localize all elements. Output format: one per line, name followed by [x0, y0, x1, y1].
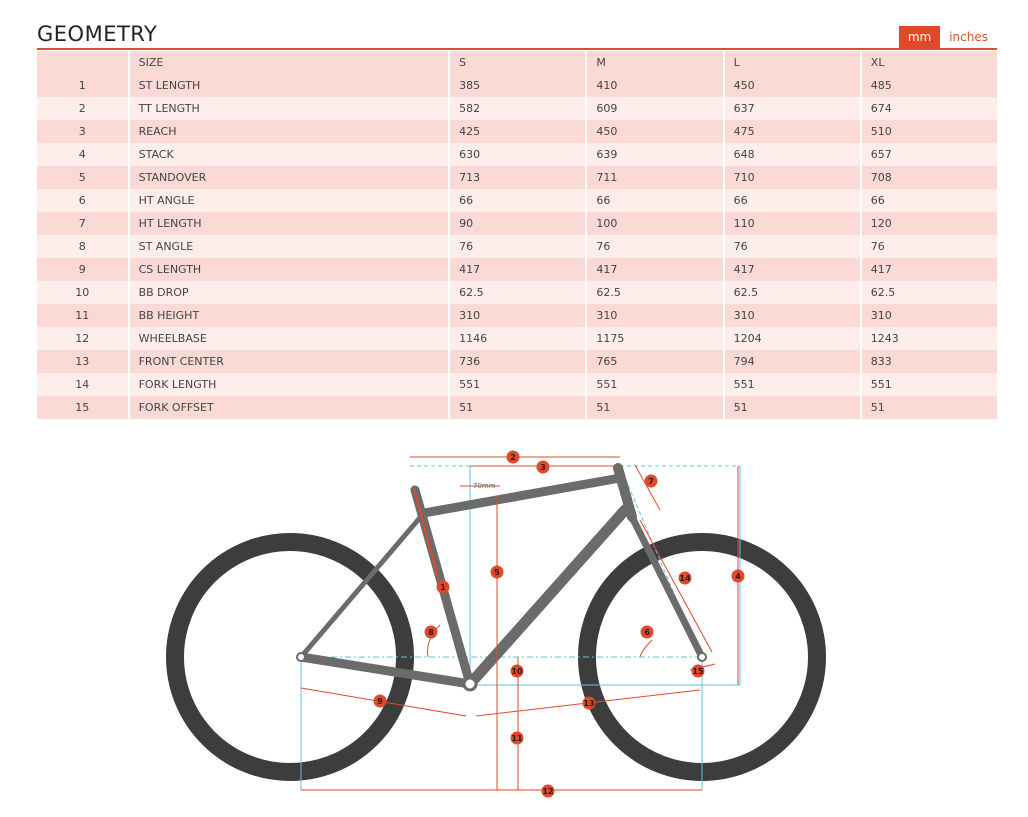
cell-size-l: 310 — [724, 304, 861, 327]
cell-label: WHEELBASE — [129, 327, 450, 350]
dimension-badge-5 — [491, 566, 504, 579]
cell-size-xl: 120 — [861, 212, 997, 235]
cell-index: 11 — [37, 304, 129, 327]
cell-size-l: 475 — [724, 120, 861, 143]
cell-size-xl: 66 — [861, 189, 997, 212]
dimension-badge-14 — [679, 572, 692, 585]
badge-number: 2 — [510, 453, 516, 462]
cell-size-xl: 310 — [861, 304, 997, 327]
cell-size-xl: 551 — [861, 373, 997, 396]
geometry-header — [37, 22, 997, 50]
cell-size-m: 51 — [586, 396, 723, 419]
dimension-badge-7 — [645, 475, 658, 488]
badge-number: 1 — [440, 583, 446, 592]
cell-index: 10 — [37, 281, 129, 304]
cell-size-s: 66 — [449, 189, 586, 212]
dimension-badge-2 — [507, 451, 520, 464]
table-row — [37, 143, 997, 166]
table-row — [37, 396, 997, 419]
cell-size-m: 417 — [586, 258, 723, 281]
badge-number: 8 — [428, 628, 434, 637]
bike-geometry-diagram — [0, 430, 1028, 817]
cell-size-l: 1204 — [724, 327, 861, 350]
cell-size-s: 76 — [449, 235, 586, 258]
top-tube — [424, 478, 620, 513]
cell-index: 2 — [37, 97, 129, 120]
column-header-xl: XL — [861, 51, 997, 74]
cell-size-xl: 51 — [861, 396, 997, 419]
dimension-badge-12 — [542, 785, 555, 798]
dimension-badge-10 — [511, 665, 524, 678]
cell-index: 8 — [37, 235, 129, 258]
dimension-70mm-label: 70mm — [473, 482, 496, 490]
cell-size-l: 51 — [724, 396, 861, 419]
cell-size-xl: 833 — [861, 350, 997, 373]
cell-size-l: 417 — [724, 258, 861, 281]
cell-size-m: 639 — [586, 143, 723, 166]
cell-size-m: 609 — [586, 97, 723, 120]
cell-size-s: 736 — [449, 350, 586, 373]
unit-toggle — [899, 26, 997, 48]
cell-size-l: 648 — [724, 143, 861, 166]
cell-size-xl: 657 — [861, 143, 997, 166]
cell-size-l: 637 — [724, 97, 861, 120]
cell-label: HT ANGLE — [129, 189, 450, 212]
table-row — [37, 327, 997, 350]
badge-number: 3 — [540, 463, 546, 472]
cell-label: STACK — [129, 143, 450, 166]
dimension-badge-11 — [511, 732, 524, 745]
badge-number: 7 — [648, 477, 654, 486]
cell-label: ST LENGTH — [129, 74, 450, 97]
cell-size-s: 425 — [449, 120, 586, 143]
cell-size-s: 51 — [449, 396, 586, 419]
dimension-badge-9 — [374, 695, 387, 708]
cell-index: 5 — [37, 166, 129, 189]
cell-label: HT LENGTH — [129, 212, 450, 235]
cell-size-xl: 417 — [861, 258, 997, 281]
cell-index: 4 — [37, 143, 129, 166]
cell-label: FRONT CENTER — [129, 350, 450, 373]
table-row — [37, 281, 997, 304]
cell-size-l: 794 — [724, 350, 861, 373]
unit-inches-button[interactable]: inches — [949, 30, 988, 44]
rear-axle — [297, 653, 305, 661]
dimension-badge-15 — [692, 665, 705, 678]
cell-size-s: 1146 — [449, 327, 586, 350]
dimension-badge-8 — [425, 626, 438, 639]
cell-label: TT LENGTH — [129, 97, 450, 120]
seat-tube-highlight — [414, 488, 438, 578]
cell-size-m: 310 — [586, 304, 723, 327]
cell-label: FORK OFFSET — [129, 396, 450, 419]
badge-number: 10 — [511, 667, 523, 676]
cell-label: STANDOVER — [129, 166, 450, 189]
table-header-row — [37, 51, 997, 74]
cell-size-s: 417 — [449, 258, 586, 281]
cell-size-xl: 510 — [861, 120, 997, 143]
table-row — [37, 350, 997, 373]
table-row — [37, 189, 997, 212]
cell-size-l: 110 — [724, 212, 861, 235]
cell-size-s: 385 — [449, 74, 586, 97]
cell-size-l: 66 — [724, 189, 861, 212]
table-row — [37, 235, 997, 258]
chainstay — [301, 657, 470, 684]
table-body — [37, 74, 997, 419]
bike-diagram-svg — [0, 430, 1028, 817]
cell-label: FORK LENGTH — [129, 373, 450, 396]
cell-index: 3 — [37, 120, 129, 143]
cell-size-m: 62.5 — [586, 281, 723, 304]
cell-size-m: 765 — [586, 350, 723, 373]
cell-size-m: 66 — [586, 189, 723, 212]
cell-label: BB HEIGHT — [129, 304, 450, 327]
cell-size-m: 1175 — [586, 327, 723, 350]
cell-index: 14 — [37, 373, 129, 396]
cell-size-m: 711 — [586, 166, 723, 189]
bottom-bracket — [464, 678, 476, 690]
unit-mm-button[interactable]: mm — [899, 26, 940, 48]
cell-size-m: 551 — [586, 373, 723, 396]
cell-size-xl: 1243 — [861, 327, 997, 350]
front-axle — [698, 653, 706, 661]
cell-size-l: 62.5 — [724, 281, 861, 304]
cell-index: 15 — [37, 396, 129, 419]
column-header-l: L — [724, 51, 861, 74]
cell-size-s: 582 — [449, 97, 586, 120]
dimension-badge-3 — [537, 461, 550, 474]
cell-size-m: 100 — [586, 212, 723, 235]
cell-size-xl: 674 — [861, 97, 997, 120]
page-title: GEOMETRY — [37, 22, 158, 46]
cell-index: 6 — [37, 189, 129, 212]
cell-size-xl: 62.5 — [861, 281, 997, 304]
table-row — [37, 258, 997, 281]
dimension-badge-6 — [641, 626, 654, 639]
cell-label: REACH — [129, 120, 450, 143]
badge-number: 13 — [583, 699, 595, 708]
cell-label: ST ANGLE — [129, 235, 450, 258]
badge-number: 4 — [735, 572, 741, 581]
cell-index: 9 — [37, 258, 129, 281]
table-row — [37, 166, 997, 189]
cell-size-xl: 485 — [861, 74, 997, 97]
cell-index: 7 — [37, 212, 129, 235]
cell-size-m: 410 — [586, 74, 723, 97]
badge-number: 6 — [644, 628, 650, 637]
cell-index: 12 — [37, 327, 129, 350]
cell-size-s: 551 — [449, 373, 586, 396]
table-row — [37, 373, 997, 396]
dimension-badge-4 — [732, 570, 745, 583]
cell-size-xl: 708 — [861, 166, 997, 189]
badge-number: 9 — [377, 697, 383, 706]
cell-label: BB DROP — [129, 281, 450, 304]
dimension-badge-13 — [583, 697, 596, 710]
cell-size-m: 76 — [586, 235, 723, 258]
cell-size-l: 551 — [724, 373, 861, 396]
table-row — [37, 120, 997, 143]
cell-size-l: 710 — [724, 166, 861, 189]
badge-number: 15 — [692, 667, 704, 676]
badge-number: 14 — [679, 574, 691, 583]
dimension-badge-1 — [437, 581, 450, 594]
cell-index: 1 — [37, 74, 129, 97]
cell-size-l: 76 — [724, 235, 861, 258]
cell-size-l: 450 — [724, 74, 861, 97]
cell-size-xl: 76 — [861, 235, 997, 258]
cell-index: 13 — [37, 350, 129, 373]
badge-number: 11 — [511, 734, 523, 743]
table-row — [37, 97, 997, 120]
cell-size-s: 310 — [449, 304, 586, 327]
column-header-s: S — [449, 51, 586, 74]
cell-label: CS LENGTH — [129, 258, 450, 281]
table-row — [37, 74, 997, 97]
cell-size-m: 450 — [586, 120, 723, 143]
column-header-index — [37, 51, 129, 74]
geometry-table — [37, 51, 997, 419]
cell-size-s: 630 — [449, 143, 586, 166]
column-header-size: SIZE — [129, 51, 450, 74]
cell-size-s: 90 — [449, 212, 586, 235]
badge-number: 5 — [494, 568, 500, 577]
table-row — [37, 304, 997, 327]
column-header-m: M — [586, 51, 723, 74]
cell-size-s: 62.5 — [449, 281, 586, 304]
badge-number: 12 — [542, 787, 554, 796]
cell-size-s: 713 — [449, 166, 586, 189]
table-row — [37, 212, 997, 235]
